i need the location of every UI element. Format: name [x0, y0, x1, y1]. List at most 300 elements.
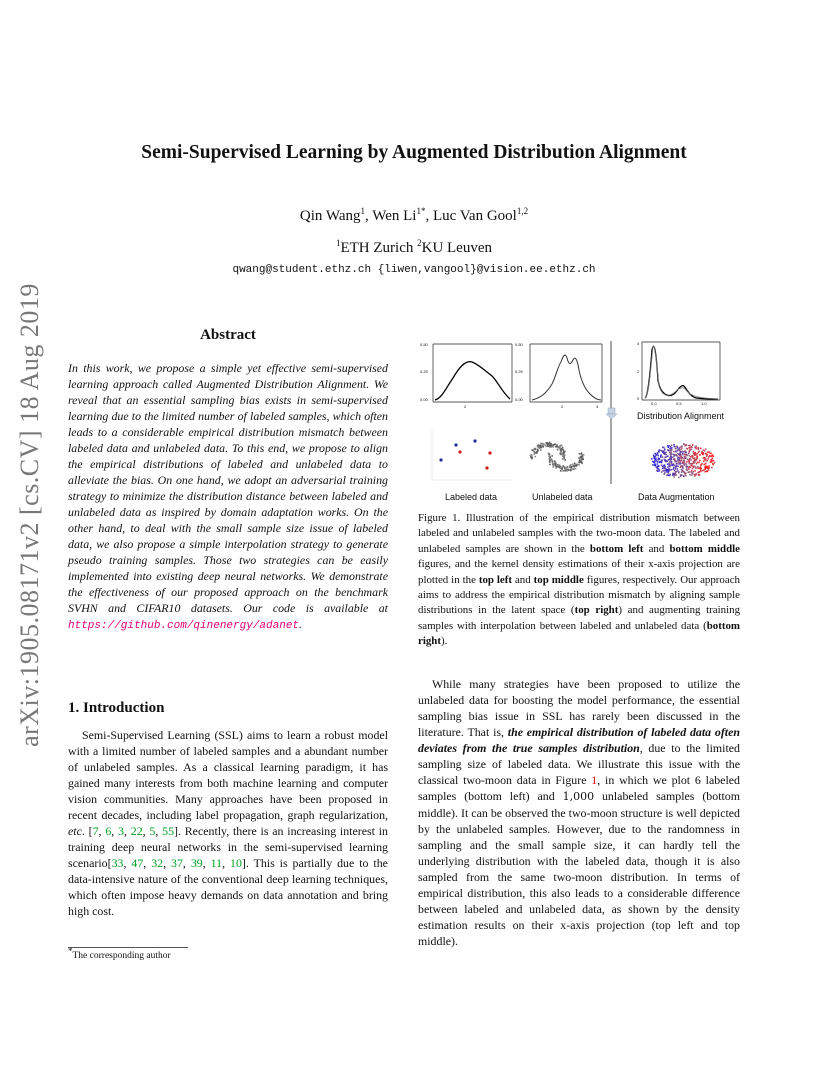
unlabeled-point	[547, 446, 549, 448]
y-tick-label: 4	[637, 341, 640, 346]
augmented-point	[689, 455, 691, 457]
augmented-point	[674, 446, 676, 448]
augmented-point	[687, 459, 689, 461]
augmented-point	[667, 445, 669, 447]
augmented-point	[694, 474, 696, 476]
augmented-point	[692, 455, 694, 457]
unlabeled-point	[579, 460, 581, 462]
section-heading-introduction: 1. Introduction	[68, 700, 165, 716]
augmented-point	[701, 453, 703, 455]
augmented-point	[652, 464, 654, 466]
unlabeled-point	[537, 449, 539, 451]
y-tick-label: 0.00	[515, 397, 523, 402]
augmented-point	[660, 461, 662, 463]
introduction-paragraph-2: While many strategies have been proposed to utilize the unlabeled data for boosting the model performance, the essential sampling bias issue in SSL has rarely been discussed in the literature. That is, the empirical distribution of labeled data often deviates from the true samples distribution, due to the limited sampling size of labeled data. We illustrate this issue with the classical two-moon data in Figure 1, in which we plot 6 labeled samples (bottom left) and 1,000 unlabeled samples (bottom middle). It can be observed the two-moon structure is well depicted by the unlabeled samples. However, due to the randomness in sampling and the small sample size, it can hardly tell the underlying distribution with the labeled data, though it is also sampled from the same two-moon distribution. In terms of empirical distribution, this also leads to a considerable difference between labeled and unlabeled data, as shown by the density estimation results on their x-axis projection (top left and top middle).	[418, 677, 741, 948]
unlabeled-point	[535, 449, 537, 451]
augmented-point	[683, 458, 685, 460]
augmented-point	[697, 466, 699, 468]
citation[interactable]: 33	[111, 856, 124, 870]
augmented-point	[689, 450, 691, 452]
augmented-point	[702, 470, 704, 472]
citation[interactable]: 6	[105, 824, 112, 838]
augmented-point	[710, 453, 712, 455]
augmented-point	[657, 461, 659, 463]
augmented-point	[703, 460, 705, 462]
author-name: Luc Van Gool	[432, 208, 517, 224]
augmented-point	[679, 453, 681, 455]
unlabeled-point	[570, 464, 572, 466]
author-list: Qin Wang$^1$, Wen $Li^{1*}$, Luc Van Gool$^{1,2}$	[299, 206, 529, 224]
augmented-point	[693, 451, 695, 453]
unlabeled-point	[550, 445, 552, 447]
augmented-point	[713, 460, 715, 462]
abstract-body: In this work, we propose a simple yet effective semi-supervised learning approach called Augmented Distribution Alignment. We reveal that an essential sampling bias exists in semi-supervised learning due to the limited number of labeled samples, which often leads to a considerable empirical distribution mismatch between labeled data and unlabeled data. To this end, we propose to align the empirical distributions of labeled and unlabeled data to alleviate the bias. On one hand, we adopt an adversarial training strategy to minimize the distribution distance between labeled and unlabeled data as inspired by domain adaptation works. On the other hand, to deal with the small sample size issue of labeled data, we also propose a simple interpolation strategy to generate pseudo training samples. Those two strategies can be easily implemented into existing deep neural networks. We demonstrate the effectiveness of our proposed approach on the benchmark SVHN and CIFAR10 datasets. Our code is available at https://github.com/qinenergy/adanet.	[68, 361, 388, 632]
unlabeled-point	[562, 453, 564, 455]
unlabeled-point	[582, 458, 584, 460]
augmented-point	[674, 458, 676, 460]
augmented-point	[690, 459, 692, 461]
augmented-point	[688, 451, 690, 453]
citation[interactable]: 55	[162, 824, 175, 838]
augmented-point	[671, 462, 673, 464]
augmented-point	[684, 444, 686, 446]
augmented-point	[664, 449, 666, 451]
augmented-point	[708, 469, 710, 471]
augmented-point	[668, 475, 670, 477]
augmented-point	[692, 465, 694, 467]
augmented-point	[690, 456, 692, 458]
augmented-point	[671, 451, 673, 453]
augmented-point	[712, 454, 714, 456]
augmented-point	[677, 466, 679, 468]
scatter-unlabeled	[530, 442, 585, 472]
augmented-point	[651, 458, 653, 460]
augmented-point	[699, 471, 701, 473]
unlabeled-point	[564, 466, 566, 468]
augmented-point	[668, 450, 670, 452]
unlabeled-point	[560, 449, 562, 451]
unlabeled-point	[548, 456, 550, 458]
augmented-point	[704, 464, 706, 466]
augmented-point	[705, 449, 707, 451]
unlabeled-point	[582, 455, 584, 457]
unlabeled-point	[574, 463, 576, 465]
augmented-point	[675, 455, 677, 457]
augmented-point	[680, 451, 682, 453]
x-tick-label: 0.0	[651, 401, 657, 406]
labeled-point	[485, 466, 488, 469]
augmented-point	[653, 462, 655, 464]
augmented-point	[712, 463, 714, 465]
augmented-point	[678, 457, 680, 459]
author-name: Qin Wang	[299, 208, 361, 224]
unlabeled-point	[551, 455, 553, 457]
paper-title: Semi-Supervised Learning by Augmented Distribution Alignment	[141, 142, 687, 163]
citation[interactable]: 3	[118, 824, 124, 838]
unlabeled-point	[534, 452, 536, 454]
augmented-point	[700, 448, 702, 450]
y-tick-label: 2	[637, 369, 640, 374]
augmented-point	[668, 463, 670, 465]
augmented-point	[667, 470, 669, 472]
unlabeled-point	[541, 445, 543, 447]
label-labeled-data: Labeled data	[445, 492, 498, 502]
unlabeled-point	[557, 464, 559, 466]
augmented-point	[684, 454, 686, 456]
augmented-point	[664, 470, 666, 472]
augmented-point	[673, 468, 675, 470]
augmented-point	[710, 461, 712, 463]
augmented-point	[684, 456, 686, 458]
augmented-point	[683, 464, 685, 466]
augmented-point	[670, 453, 672, 455]
augmented-point	[660, 450, 662, 452]
introduction-paragraph: Semi-Supervised Learning (SSL) aims to learn a robust model with a limited number of labeled samples and a abundant number of unlabeled samples. As a classical learning paradigm, it has gained many interests from both machine learning and computer vision communities. Many approaches have been proposed in recent decades, including label propagation, graph regularization, etc. [7, 6, 3, 22, 5, 55]. Recently, there is an increasing interest in training deep neural networks in the semi-supervised learning scenario[33, 47, 32, 37, 39, 11, 10]. This is partially due to the data-intensive nature of the conventional deep learning techniques, which often impose heavy demands on data annotation and bring high cost.	[68, 728, 388, 918]
unlabeled-point	[531, 449, 533, 451]
augmented-point	[706, 453, 708, 455]
augmented-point	[694, 461, 696, 463]
augmented-point	[691, 446, 693, 448]
unlabeled-point	[551, 459, 553, 461]
augmented-point	[674, 454, 676, 456]
augmented-point	[678, 477, 680, 479]
unlabeled-point	[542, 444, 544, 446]
augmented-point	[698, 462, 700, 464]
augmented-point	[695, 468, 697, 470]
labeled-point	[439, 458, 442, 461]
unlabeled-point	[577, 464, 579, 466]
density-plot-unlabeled	[515, 342, 602, 409]
augmented-point	[694, 457, 696, 459]
unlabeled-point	[546, 442, 548, 444]
unlabeled-point	[571, 469, 573, 471]
figure-1	[418, 336, 740, 508]
augmented-point	[663, 473, 665, 475]
augmented-point	[665, 460, 667, 462]
unlabeled-point	[560, 444, 562, 446]
augmented-point	[684, 472, 686, 474]
density-plot-labeled	[420, 342, 512, 409]
augmented-point	[707, 451, 709, 453]
labeled-point	[458, 450, 461, 453]
citation[interactable]: 47	[131, 856, 144, 870]
augmented-point	[654, 458, 656, 460]
augmented-point	[693, 471, 695, 473]
augmented-point	[666, 461, 668, 463]
unlabeled-point	[554, 443, 556, 445]
augmented-point	[673, 451, 675, 453]
augmented-point	[693, 463, 695, 465]
augmented-point	[657, 452, 659, 454]
augmented-point	[670, 460, 672, 462]
augmented-point	[691, 474, 693, 476]
x-tick-label: 2	[464, 404, 467, 409]
augmented-point	[664, 472, 666, 474]
citation[interactable]: 5	[149, 824, 156, 838]
labeled-point	[473, 439, 476, 442]
author-emails: qwang@student.ethz.ch {liwen,vangool}@vision.ee.ethz.ch	[232, 264, 596, 276]
citation[interactable]: 22	[130, 824, 143, 838]
augmented-point	[688, 459, 690, 461]
unlabeled-point	[560, 468, 562, 470]
augmented-point	[696, 453, 698, 455]
augmented-point	[678, 471, 680, 473]
augmented-point	[692, 444, 694, 446]
augmented-point	[692, 463, 694, 465]
author-name: Wen Li	[372, 208, 417, 224]
y-tick-label: 0.25	[515, 369, 523, 374]
citation[interactable]: 10	[230, 856, 242, 870]
y-tick-label: 0.00	[420, 397, 428, 402]
unlabeled-point	[566, 467, 568, 469]
augmented-point	[710, 459, 712, 461]
augmented-point	[694, 459, 696, 461]
augmented-point	[668, 445, 670, 447]
augmented-point	[667, 466, 669, 468]
augmented-point	[704, 471, 706, 473]
augmented-point	[704, 467, 706, 469]
augmented-point	[683, 451, 685, 453]
augmented-point	[674, 470, 676, 472]
unlabeled-point	[549, 461, 551, 463]
unlabeled-point	[547, 444, 549, 446]
augmented-point	[698, 474, 700, 476]
label-data-augmentation: Data Augmentation	[638, 492, 715, 502]
augmented-point	[670, 457, 672, 459]
citation[interactable]: 37	[171, 856, 183, 870]
augmented-point	[681, 445, 683, 447]
augmented-point	[685, 475, 687, 477]
unlabeled-point	[564, 459, 566, 461]
augmented-point	[687, 448, 689, 450]
augmented-point	[675, 448, 677, 450]
augmented-point	[657, 455, 659, 457]
unlabeled-point	[581, 452, 583, 454]
augmented-point	[657, 468, 659, 470]
augmented-point	[694, 470, 696, 472]
augmented-point	[655, 459, 657, 461]
augmented-point	[681, 447, 683, 449]
unlabeled-point	[574, 466, 576, 468]
augmented-point	[661, 471, 663, 473]
augmented-point	[675, 451, 677, 453]
unlabeled-point	[574, 465, 576, 467]
augmented-point	[694, 453, 696, 455]
unlabeled-point	[569, 466, 571, 468]
augmented-point	[712, 458, 714, 460]
augmented-point	[686, 463, 688, 465]
augmented-point	[693, 461, 695, 463]
augmented-point	[669, 462, 671, 464]
augmented-point	[666, 475, 668, 477]
augmented-point	[667, 456, 669, 458]
augmented-point	[659, 470, 661, 472]
augmented-point	[663, 447, 665, 449]
augmented-point	[688, 467, 690, 469]
augmented-point	[703, 469, 705, 471]
arrow-icon	[606, 408, 617, 419]
unlabeled-point	[578, 457, 580, 459]
augmented-point	[673, 444, 675, 446]
augmented-point	[689, 447, 691, 449]
citation[interactable]: 7	[92, 824, 99, 838]
augmented-point	[664, 452, 666, 454]
augmented-point	[701, 451, 703, 453]
augmented-point	[675, 468, 677, 470]
augmented-point	[699, 468, 701, 470]
unlabeled-point	[562, 447, 564, 449]
unlabeled-point	[562, 455, 564, 457]
augmented-point	[680, 466, 682, 468]
augmented-point	[678, 461, 680, 463]
unlabeled-point	[553, 444, 555, 446]
unlabeled-point	[536, 452, 538, 454]
augmented-point	[689, 463, 691, 465]
x-tick-label: 0.5	[676, 401, 682, 406]
augmented-point	[655, 465, 657, 467]
affiliations: $^1$ETH Zurich $^2$KU Leuven	[335, 238, 493, 256]
unlabeled-point	[535, 456, 537, 458]
augmented-point	[686, 461, 688, 463]
unlabeled-point	[575, 468, 577, 470]
augmented-point	[654, 456, 656, 458]
augmented-point	[695, 474, 697, 476]
augmented-point	[704, 450, 706, 452]
y-tick-label: 0	[637, 396, 640, 401]
augmented-point	[706, 455, 708, 457]
augmented-point	[673, 476, 675, 478]
unlabeled-point	[548, 453, 550, 455]
unlabeled-point	[573, 468, 575, 470]
augmented-point	[697, 455, 699, 457]
augmented-point	[698, 451, 700, 453]
augmented-point	[658, 459, 660, 461]
augmented-point	[682, 462, 684, 464]
augmented-point	[676, 446, 678, 448]
augmented-point	[686, 452, 688, 454]
augmented-point	[670, 448, 672, 450]
augmented-point	[672, 456, 674, 458]
unlabeled-point	[552, 462, 554, 464]
augmented-point	[705, 468, 707, 470]
augmented-point	[674, 460, 676, 462]
unlabeled-point	[531, 455, 533, 457]
augmented-point	[671, 445, 673, 447]
unlabeled-point	[533, 449, 535, 451]
unlabeled-point	[542, 443, 544, 445]
augmented-point	[703, 449, 705, 451]
label-unlabeled-data: Unlabeled data	[532, 492, 593, 502]
augmented-point	[707, 458, 709, 460]
augmented-point	[657, 453, 659, 455]
augmented-point	[711, 467, 713, 469]
unlabeled-point	[557, 446, 559, 448]
augmented-point	[700, 469, 702, 471]
augmented-point	[676, 466, 678, 468]
citation[interactable]: 32	[151, 856, 164, 870]
unlabeled-point	[538, 446, 540, 448]
augmented-point	[705, 463, 707, 465]
unlabeled-point	[580, 458, 582, 460]
scatter-labeled	[432, 430, 512, 480]
augmented-point	[690, 467, 692, 469]
citation[interactable]: 11	[210, 856, 223, 870]
augmented-point	[692, 468, 694, 470]
augmented-point	[666, 454, 668, 456]
augmented-point	[662, 470, 664, 472]
unlabeled-point	[539, 445, 541, 447]
augmented-point	[669, 465, 671, 467]
unlabeled-point	[540, 449, 542, 451]
citation[interactable]: 39	[190, 856, 203, 870]
augmented-point	[677, 468, 679, 470]
augmented-point	[696, 457, 698, 459]
augmented-point	[658, 451, 660, 453]
code-link[interactable]: https://github.com/qinenergy/adanet	[68, 620, 300, 632]
x-tick-label: 2	[561, 404, 564, 409]
unlabeled-point	[540, 447, 542, 449]
augmented-point	[674, 464, 676, 466]
augmented-point	[688, 468, 690, 470]
arxiv-stamp: arXiv:1905.08171v2 [cs.CV] 18 Aug 2019	[15, 283, 44, 747]
augmented-point	[679, 458, 681, 460]
figure-caption: Figure 1. Illustration of the empirical distribution mismatch between labeled and unlabeled samples with the two-moon data. The labeled and unlabeled samples are shown in the bottom left and bottom middle figures, and the kernel density estimations of their x-axis projection are plotted in the top left and top middle figures, respectively. Our approach aims to address the empirical distribution mismatch by aligning sample distributions in the latent space (top right) and augmenting training samples with interpolation between labeled and unlabeled data (bottom right).	[418, 512, 741, 648]
unlabeled-point	[563, 470, 565, 472]
unlabeled-point	[555, 446, 557, 448]
augmented-point	[665, 456, 667, 458]
unlabeled-point	[561, 468, 563, 470]
augmented-point	[657, 466, 659, 468]
augmented-point	[675, 472, 677, 474]
unlabeled-point	[562, 467, 564, 469]
augmented-point	[695, 466, 697, 468]
augmented-point	[686, 444, 688, 446]
augmented-point	[692, 472, 694, 474]
augmented-point	[671, 469, 673, 471]
augmented-point	[652, 461, 654, 463]
augmented-point	[679, 447, 681, 449]
augmented-point	[691, 470, 693, 472]
augmented-point	[700, 466, 702, 468]
unlabeled-point	[553, 466, 555, 468]
unlabeled-point	[559, 466, 561, 468]
augmented-point	[668, 472, 670, 474]
augmented-point	[705, 459, 707, 461]
density-plot-aligned	[637, 341, 720, 406]
augmented-point	[681, 460, 683, 462]
augmented-point	[698, 449, 700, 451]
augmented-point	[714, 462, 716, 464]
augmented-point	[681, 451, 683, 453]
unlabeled-point	[567, 469, 569, 471]
unlabeled-point	[563, 457, 565, 459]
label-distribution-alignment: Distribution Alignment	[637, 411, 725, 421]
augmented-point	[656, 470, 658, 472]
figure-reference[interactable]: 1	[591, 773, 598, 787]
augmented-point	[699, 454, 701, 456]
augmented-point	[682, 454, 684, 456]
augmented-point	[706, 460, 708, 462]
augmented-point	[682, 465, 684, 467]
augmented-point	[682, 470, 684, 472]
unlabeled-point	[576, 465, 578, 467]
augmented-point	[700, 464, 702, 466]
unlabeled-point	[563, 450, 565, 452]
augmented-point	[674, 455, 676, 457]
unlabeled-point	[558, 447, 560, 449]
augmented-point	[689, 471, 691, 473]
footnote: *The corresponding author	[68, 946, 171, 962]
